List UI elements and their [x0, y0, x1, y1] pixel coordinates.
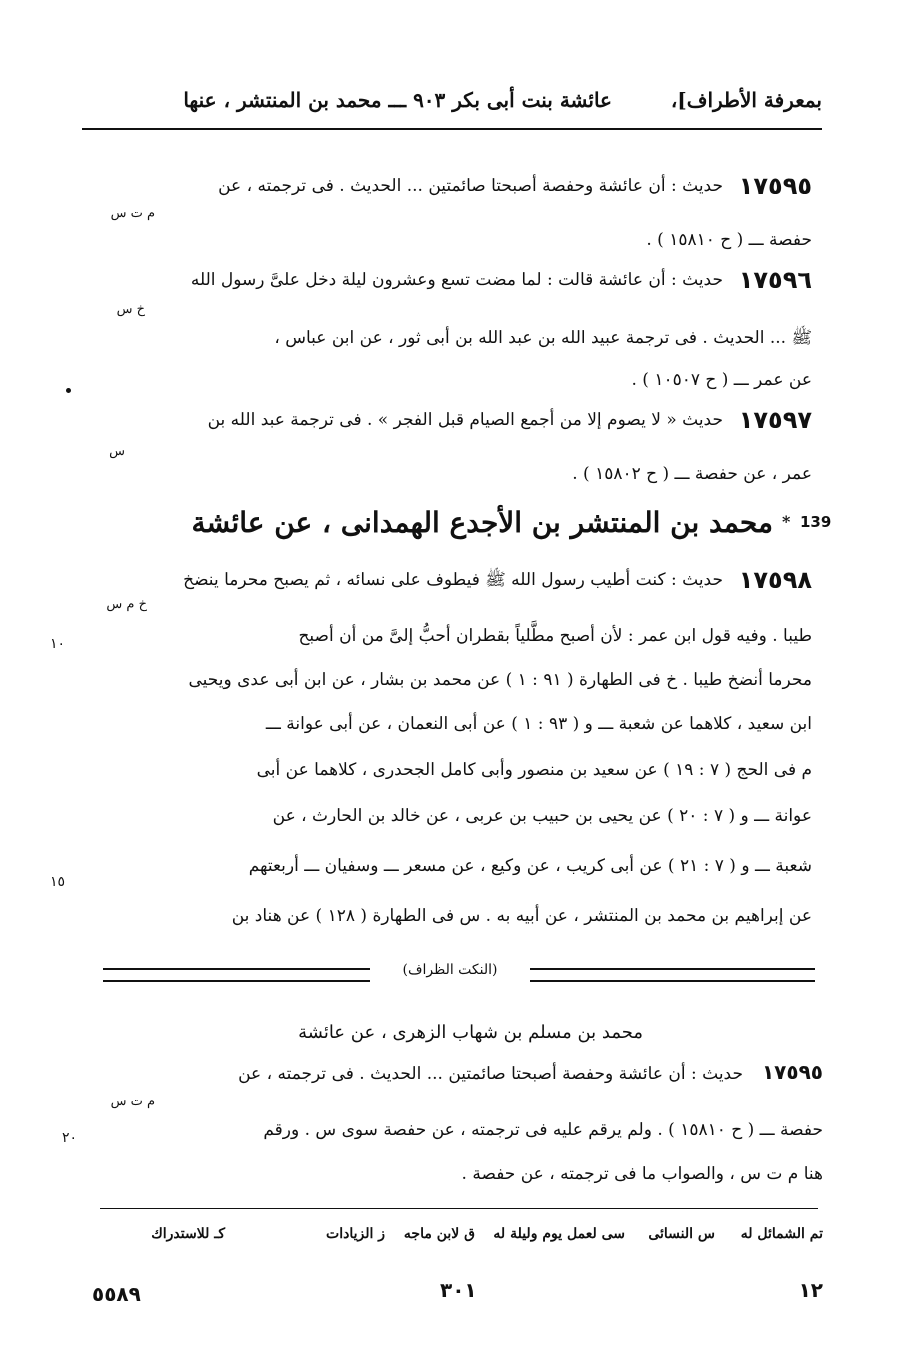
header-right: بمعرفة الأطراف]،: [670, 88, 822, 112]
separator-label: (النكت الظراف): [370, 962, 530, 982]
hadith-line: هنا م ت س ، والصواب ما فى ترجمته ، عن حفصة .: [461, 1164, 823, 1184]
header-rule: [82, 128, 822, 130]
hadith-number: ١٧٥٩٥: [738, 172, 812, 200]
section-number: 139: [800, 513, 832, 531]
hadith-sigla: س: [109, 444, 125, 459]
hadith-line: عمر ، عن حفصة ـــ ( ح ١٥٨٠٢ ) .: [572, 464, 812, 484]
margin-line-number: ٢٠: [62, 1130, 78, 1146]
hadith-line: طيبا . وفيه قول ابن عمر : لأن أصبح مطَّلياً بقطران أحبُّ إلىَّ من أن أصبح: [298, 626, 812, 646]
margin-line-number: ١٠: [50, 636, 66, 652]
running-header: [82, 78, 822, 126]
hadith-line: شعبة ـــ و ( ٧ : ٢١ ) عن أبى كريب ، عن وكيع ، عن مسعر ـــ وسفيان ـــ أربعتهم: [248, 856, 812, 876]
hadith-text: حديث « لا يصوم إلا من أجمع الصيام قبل الفجر » . فى ترجمة عبد الله بن: [207, 410, 723, 430]
hadith-line: محرما أنضخ طيبا . خ فى الطهارة ( ٩١ : ١ ) عن محمد بن بشار ، عن ابن أبى عدى ويحيى: [188, 670, 812, 690]
margin-line-number: ١٥: [50, 874, 66, 890]
hadith-number: ١٧٥٩٥: [761, 1060, 823, 1084]
section-star: *: [782, 512, 791, 531]
hadith-sigla: خ س: [116, 302, 145, 317]
hadith-sigla: م ت س: [110, 1094, 155, 1109]
footer-code: ٥٥٨٩: [92, 1282, 141, 1306]
hadith-number: ١٧٥٩٧: [738, 406, 812, 434]
hadith-line: عن إبراهيم بن محمد بن المنتشر ، عن أبيه به . س فى الطهارة ( ١٢٨ ) عن هناد بن: [231, 906, 812, 926]
part-number: ١٢: [798, 1278, 823, 1302]
footer-abbreviation: سى لعمل يوم وليلة له: [493, 1226, 625, 1242]
page-number: ٣٠١: [440, 1278, 477, 1302]
hadith-text: حديث : كنت أطيب رسول الله ﷺ فيطوف على نسائه ، ثم يصبح محرما ينضخ: [183, 570, 723, 590]
footer-abbreviation: ق لابن ماجه: [403, 1226, 475, 1242]
hadith-sigla: خ م س: [106, 597, 147, 612]
footer-abbreviation: كـ للاستدراك: [151, 1226, 225, 1242]
footer-rule: [100, 1208, 818, 1209]
hadith-text: حديث : أن عائشة وحفصة أصبحتا صائمتين ... الحديث . فى ترجمته ، عن: [238, 1064, 743, 1084]
hadith-number: ١٧٥٩٨: [738, 566, 812, 594]
nukat-heading: محمد بن مسلم بن شهاب الزهرى ، عن عائشة: [298, 1022, 643, 1043]
hadith-line: ﷺ ... الحديث . فى ترجمة عبيد الله بن عبد الله بن أبى ثور ، عن ابن عباس ،: [274, 328, 812, 348]
header-center: عائشة بنت أبى بكر ٩٠٣ ـــ محمد بن المنتشر ، عنها: [183, 88, 612, 112]
footer-abbreviation: ز الزيادات: [326, 1226, 385, 1242]
hadith-line: م فى الحج ( ٧ : ١٩ ) عن سعيد بن منصور وأبى كامل الجحدرى ، كلاهما عن أبى: [256, 760, 812, 780]
hadith-text: حديث : أن عائشة قالت : لما مضت تسع وعشرون ليلة دخل علىَّ رسول الله: [190, 270, 723, 290]
section-title: محمد بن المنتشر بن الأجدع الهمدانى ، عن عائشة: [191, 506, 773, 539]
footer-abbreviation: س النسائى: [648, 1226, 715, 1242]
hadith-line: ابن سعيد ، كلاهما عن شعبة ـــ و ( ٩٣ : ١ ) عن أبى النعمان ، عن أبى عوانة ـــ: [265, 714, 812, 734]
hadith-text: حديث : أن عائشة وحفصة أصبحتا صائمتين ... الحديث . فى ترجمته ، عن: [218, 176, 723, 196]
hadith-number: ١٧٥٩٦: [738, 266, 812, 294]
hadith-line: عوانة ـــ و ( ٧ : ٢٠ ) عن يحيى بن حبيب بن عربى ، عن خالد بن الحارث ، عن: [272, 806, 812, 826]
hadith-line: عن عمر ـــ ( ح ١٠٥٠٧ ) .: [631, 370, 812, 390]
stray-mark: [66, 388, 71, 393]
hadith-line: حفصة ـــ ( ح ١٥٨١٠ ) . ولم يرقم عليه فى ترجمته ، عن حفصة سوى س . ورقم: [263, 1120, 823, 1140]
hadith-sigla: م ت س: [110, 206, 155, 221]
footer-abbreviation: تم الشمائل له: [740, 1226, 823, 1242]
hadith-line: حفصة ـــ ( ح ١٥٨١٠ ) .: [646, 230, 812, 250]
